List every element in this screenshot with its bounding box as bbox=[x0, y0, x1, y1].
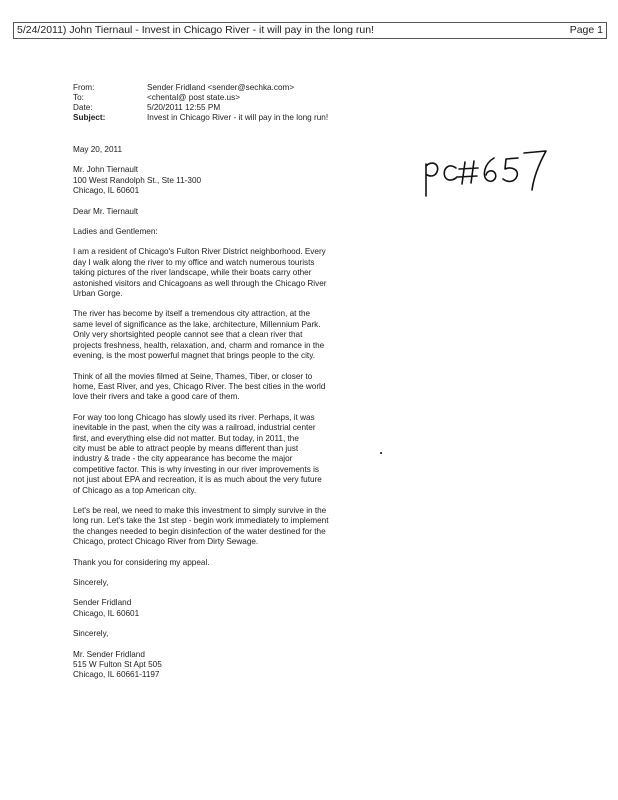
signature-block: Sender Fridland Chicago, IL 60601 bbox=[73, 598, 140, 618]
meta-label: Date: bbox=[73, 103, 93, 112]
page-number: Page 1 bbox=[569, 24, 603, 36]
paragraph: For way too long Chicago has slowly used its river. Perhaps, it was inevitable in the past, when the city was a railroad, industrial center first, and everything else did not matter. But today, in 2011, the city must be able to attract people by means different than just industry & trade - the city appearance has become the major competitive factor. This is why investing in our river improvements is not just about EPA and recreation, it is as much about the very future of Chicago as a top American city. bbox=[73, 412, 322, 495]
meta-row-to bbox=[73, 93, 328, 103]
handwritten-annotation bbox=[418, 142, 556, 200]
meta-row-date bbox=[73, 103, 328, 113]
paragraph: Thank you for considering my appeal. bbox=[73, 557, 210, 567]
paragraph: The river has become by itself a tremendous city attraction, at the same level of significance as the lake, architecture, Millennium Park. Only very shortsighted people cannot see that a clean river that projects freshness, health, relaxation, and, charm and romance in the evening, is the most powerful magnet that brings people to the city. bbox=[73, 309, 325, 361]
closing: Sincerely, bbox=[73, 629, 109, 639]
meta-label: Subject: bbox=[73, 113, 106, 122]
signature-block: Mr. Sender Fridland 515 W Fulton St Apt 505 Chicago, IL 60661-1197 bbox=[73, 649, 162, 680]
paragraph: Think of all the movies filmed at Seine, Thames, Tiber, or closer to home, East River, and yes, Chicago River. The best cities in the world love their rivers and take a good care of them. bbox=[73, 371, 326, 402]
letter-date: May 20, 2011 bbox=[73, 145, 123, 154]
meta-value: Sender Fridland <sender@sechka.com> bbox=[147, 83, 295, 92]
email-meta bbox=[73, 83, 328, 123]
recipient-address: Mr. John Tiernault 100 West Randolph St., Ste 11-300 Chicago, IL 60601 bbox=[73, 165, 202, 196]
meta-value: 5/20/2011 12:55 PM bbox=[147, 103, 221, 112]
salutation: Dear Mr. Tiernault bbox=[73, 206, 139, 216]
letter-body bbox=[73, 145, 383, 691]
paragraph: Let's be real, we need to make this investment to simply survive in the long run. Let's take the 1st step - begin work immediately to implement the changes needed to begin disinfection of the water destined for the Chicago, protect Chicago River from Dirty Sewage. bbox=[73, 505, 329, 547]
meta-label: From: bbox=[73, 83, 95, 92]
meta-value: <chental@ post state.us> bbox=[147, 93, 240, 102]
meta-label: To: bbox=[73, 93, 84, 102]
print-header bbox=[13, 22, 607, 39]
meta-value: Invest in Chicago River - it will pay in the long run! bbox=[147, 113, 329, 122]
print-header-title: 5/24/2011) John Tiernaul - Invest in Chicago River - it will pay in the long run! bbox=[17, 24, 374, 36]
paragraph: I am a resident of Chicago's Fulton River District neighborhood. Every day I walk along the river to my office and watch numerous tourists taking pictures of the river landscape, while their boats carry other astonished visitors and Chicagoans as well through the Chicago River Urban Gorge. bbox=[73, 247, 327, 299]
meta-row-from bbox=[73, 83, 328, 93]
greeting: Ladies and Gentlemen: bbox=[73, 227, 158, 237]
closing: Sincerely, bbox=[73, 578, 109, 587]
meta-row-subject bbox=[73, 113, 328, 123]
